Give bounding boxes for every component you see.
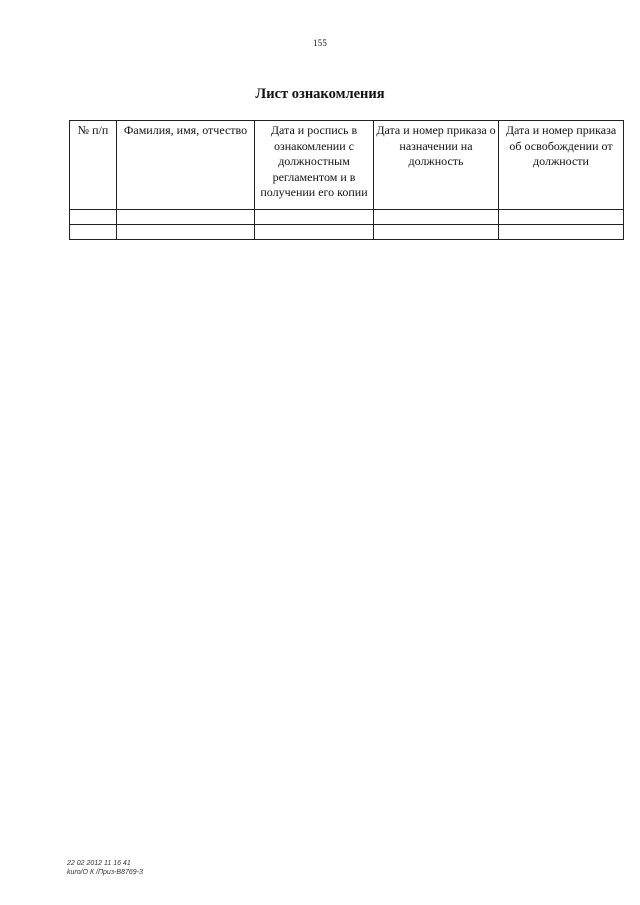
table-cell[interactable] bbox=[117, 225, 255, 240]
table-cell[interactable] bbox=[499, 225, 624, 240]
acknowledgement-table bbox=[69, 120, 624, 240]
header-signature-date: Дата и роспись в ознакомлении с должностным регламентом и в получении его копии bbox=[255, 121, 374, 210]
document-title: Лист ознакомления bbox=[255, 86, 385, 102]
table-cell[interactable] bbox=[374, 210, 499, 225]
table-row bbox=[70, 210, 624, 225]
table-cell[interactable] bbox=[70, 225, 117, 240]
footer-stamp bbox=[67, 859, 143, 877]
footer-document-code: kuro/О К /Приз-В8769-3 bbox=[67, 869, 143, 876]
page-number: 155 bbox=[312, 38, 328, 48]
header-number: № п/п bbox=[70, 121, 117, 210]
table-cell[interactable] bbox=[70, 210, 117, 225]
table-row bbox=[70, 225, 624, 240]
table-header-row bbox=[70, 121, 624, 210]
table-cell[interactable] bbox=[255, 225, 374, 240]
header-full-name: Фамилия, имя, отчество bbox=[117, 121, 255, 210]
header-appointment-order: Дата и номер приказа о назначении на должность bbox=[374, 121, 499, 210]
header-release-order: Дата и номер приказа об освобождении от должности bbox=[499, 121, 624, 210]
table-cell[interactable] bbox=[499, 210, 624, 225]
table-cell[interactable] bbox=[117, 210, 255, 225]
footer-timestamp: 22 02 2012 11 16 41 bbox=[67, 860, 131, 867]
table-cell[interactable] bbox=[255, 210, 374, 225]
table-cell[interactable] bbox=[374, 225, 499, 240]
